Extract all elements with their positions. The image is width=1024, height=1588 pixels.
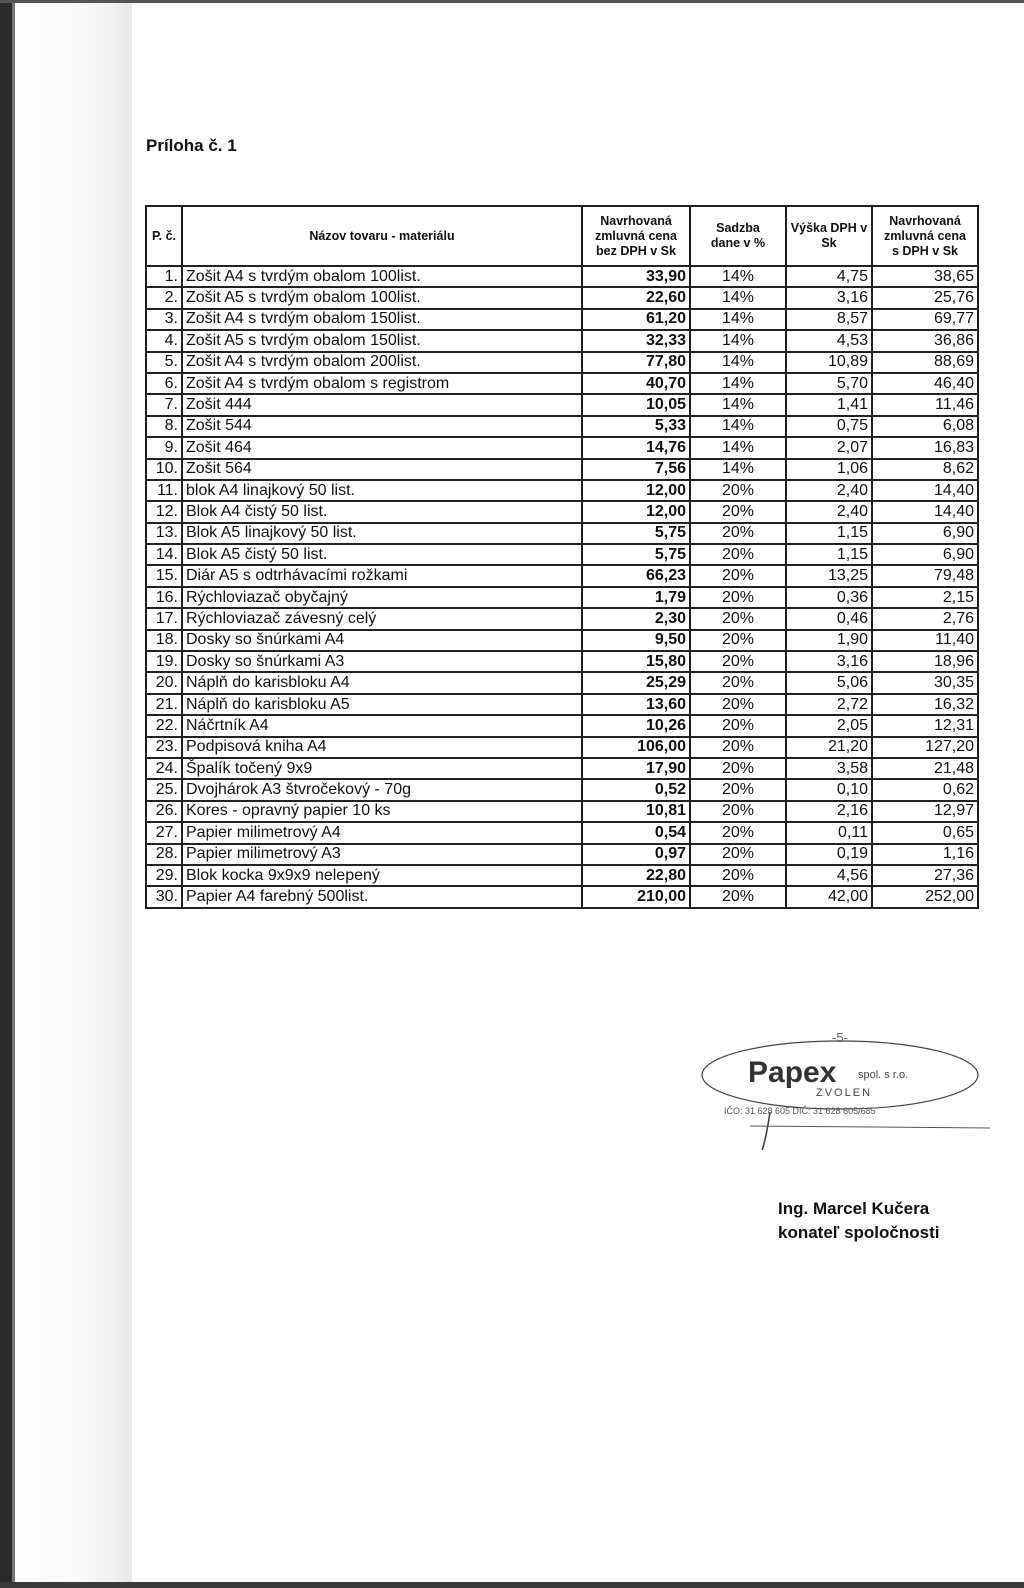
row-vat-rate: 20% (690, 715, 786, 736)
row-number: 16. (146, 587, 182, 608)
row-vat-rate: 20% (690, 630, 786, 651)
stamp-company-suffix: spol. s r.o. (858, 1069, 909, 1081)
row-item-name: Zošit 464 (182, 437, 582, 458)
row-item-name: Špalík točený 9x9 (182, 758, 582, 779)
row-item-name: Blok A5 čistý 50 list. (182, 544, 582, 565)
row-item-name: Náčrtník A4 (182, 715, 582, 736)
row-number: 19. (146, 651, 182, 672)
row-number: 17. (146, 608, 182, 629)
row-number: 27. (146, 822, 182, 843)
row-number: 26. (146, 801, 182, 822)
table-row (146, 630, 978, 651)
row-item-name: Rýchloviazač obyčajný (182, 587, 582, 608)
row-price-without-vat: 14,76 (582, 437, 690, 458)
row-price-without-vat: 77,80 (582, 352, 690, 373)
row-price-without-vat: 13,60 (582, 694, 690, 715)
row-vat-rate: 20% (690, 523, 786, 544)
row-number: 3. (146, 309, 182, 330)
table-row (146, 865, 978, 886)
row-vat-rate: 14% (690, 394, 786, 415)
table-row (146, 544, 978, 565)
row-vat-amount: 0,46 (786, 608, 872, 629)
row-price-without-vat: 33,90 (582, 266, 690, 287)
row-item-name: Dvojhárok A3 štvročekový - 70g (182, 779, 582, 800)
header-vat-line1: Výška DPH v (790, 221, 868, 235)
table-row (146, 844, 978, 865)
row-price-without-vat: 210,00 (582, 886, 690, 907)
table-row (146, 523, 978, 544)
row-item-name: Dosky so šnúrkami A4 (182, 630, 582, 651)
row-price-without-vat: 2,30 (582, 608, 690, 629)
header-number: P. č. (146, 206, 182, 266)
row-vat-amount: 1,06 (786, 459, 872, 480)
row-vat-rate: 20% (690, 544, 786, 565)
row-vat-rate: 20% (690, 608, 786, 629)
row-price-with-vat: 6,08 (872, 416, 978, 437)
row-item-name: Diár A5 s odtrhávacími rožkami (182, 565, 582, 586)
row-vat-rate: 14% (690, 437, 786, 458)
row-number: 28. (146, 844, 182, 865)
row-vat-amount: 1,90 (786, 630, 872, 651)
row-price-without-vat: 22,60 (582, 287, 690, 308)
row-number: 22. (146, 715, 182, 736)
row-vat-amount: 3,58 (786, 758, 872, 779)
row-vat-rate: 20% (690, 779, 786, 800)
row-price-with-vat: 16,83 (872, 437, 978, 458)
row-vat-rate: 20% (690, 886, 786, 907)
row-vat-amount: 2,16 (786, 801, 872, 822)
table-row (146, 287, 978, 308)
row-price-without-vat: 15,80 (582, 651, 690, 672)
row-price-with-vat: 127,20 (872, 737, 978, 758)
table-row (146, 758, 978, 779)
row-item-name: Zošit A4 s tvrdým obalom 100list. (182, 266, 582, 287)
row-vat-rate: 20% (690, 565, 786, 586)
row-item-name: Zošit 444 (182, 394, 582, 415)
row-number: 18. (146, 630, 182, 651)
row-item-name: Zošit 544 (182, 416, 582, 437)
row-item-name: Kores - opravný papier 10 ks (182, 801, 582, 822)
row-number: 14. (146, 544, 182, 565)
header-item-name: Názov tovaru - materiálu (182, 206, 582, 266)
row-vat-rate: 14% (690, 309, 786, 330)
row-vat-rate: 20% (690, 822, 786, 843)
table-row (146, 394, 978, 415)
row-price-without-vat: 66,23 (582, 565, 690, 586)
row-vat-amount: 0,19 (786, 844, 872, 865)
row-price-with-vat: 0,65 (872, 822, 978, 843)
row-item-name: Zošit A4 s tvrdým obalom s registrom (182, 373, 582, 394)
row-price-with-vat: 0,62 (872, 779, 978, 800)
row-number: 10. (146, 459, 182, 480)
row-price-with-vat: 14,40 (872, 480, 978, 501)
row-item-name: Papier A4 farebný 500list. (182, 886, 582, 907)
row-price-without-vat: 7,56 (582, 459, 690, 480)
row-price-with-vat: 6,90 (872, 544, 978, 565)
row-number: 23. (146, 737, 182, 758)
row-price-with-vat: 69,77 (872, 309, 978, 330)
row-vat-amount: 1,15 (786, 523, 872, 544)
row-vat-amount: 2,07 (786, 437, 872, 458)
signer-role: konateľ spoločnosti (778, 1223, 940, 1242)
row-vat-amount: 3,16 (786, 651, 872, 672)
row-price-without-vat: 0,54 (582, 822, 690, 843)
row-item-name: blok A4 linajkový 50 list. (182, 480, 582, 501)
row-price-with-vat: 2,76 (872, 608, 978, 629)
row-number: 8. (146, 416, 182, 437)
row-price-without-vat: 22,80 (582, 865, 690, 886)
row-price-without-vat: 10,81 (582, 801, 690, 822)
company-stamp-and-signature (690, 1030, 990, 1150)
row-vat-rate: 14% (690, 416, 786, 437)
row-price-with-vat: 16,32 (872, 694, 978, 715)
page-title: Príloha č. 1 (146, 136, 237, 155)
row-price-without-vat: 5,33 (582, 416, 690, 437)
row-price-with-vat: 30,35 (872, 672, 978, 693)
row-item-name: Papier milimetrový A4 (182, 822, 582, 843)
row-item-name: Zošit A5 s tvrdým obalom 100list. (182, 287, 582, 308)
row-price-with-vat: 12,97 (872, 801, 978, 822)
row-price-with-vat: 2,15 (872, 587, 978, 608)
row-price-with-vat: 11,40 (872, 630, 978, 651)
header-vat-line2: Sk (821, 236, 837, 250)
row-price-with-vat: 79,48 (872, 565, 978, 586)
scan-edge-shadow (0, 0, 132, 1588)
row-price-with-vat: 11,46 (872, 394, 978, 415)
row-number: 4. (146, 330, 182, 351)
table-row (146, 416, 978, 437)
row-vat-amount: 1,41 (786, 394, 872, 415)
table-row (146, 737, 978, 758)
row-number: 9. (146, 437, 182, 458)
row-number: 29. (146, 865, 182, 886)
row-vat-amount: 4,53 (786, 330, 872, 351)
table-row (146, 587, 978, 608)
row-vat-amount: 0,36 (786, 587, 872, 608)
row-price-with-vat: 46,40 (872, 373, 978, 394)
table-row (146, 352, 978, 373)
row-price-with-vat: 18,96 (872, 651, 978, 672)
row-vat-amount: 21,20 (786, 737, 872, 758)
row-number: 6. (146, 373, 182, 394)
row-vat-rate: 20% (690, 758, 786, 779)
table-row (146, 266, 978, 287)
table-header-row (146, 206, 978, 266)
row-price-with-vat: 8,62 (872, 459, 978, 480)
row-item-name: Blok A5 linajkový 50 list. (182, 523, 582, 544)
stamp-company-name: Papex (748, 1056, 837, 1089)
page-number-mark: -5- (832, 1030, 848, 1045)
row-vat-amount: 8,57 (786, 309, 872, 330)
row-vat-rate: 20% (690, 651, 786, 672)
table-row (146, 437, 978, 458)
row-price-with-vat: 12,31 (872, 715, 978, 736)
row-price-with-vat: 27,36 (872, 865, 978, 886)
row-item-name: Zošit A5 s tvrdým obalom 150list. (182, 330, 582, 351)
row-vat-amount: 10,89 (786, 352, 872, 373)
stamp-city: ZVOLEN (816, 1087, 873, 1099)
row-price-with-vat: 6,90 (872, 523, 978, 544)
header-price-line3: bez DPH v Sk (596, 243, 676, 258)
row-vat-amount: 42,00 (786, 886, 872, 907)
row-item-name: Dosky so šnúrkami A3 (182, 651, 582, 672)
row-price-with-vat: 252,00 (872, 886, 978, 907)
table-row (146, 801, 978, 822)
row-price-without-vat: 9,50 (582, 630, 690, 651)
row-vat-rate: 20% (690, 672, 786, 693)
price-table (145, 205, 979, 909)
row-price-without-vat: 12,00 (582, 501, 690, 522)
scan-bottom-edge (0, 1582, 1024, 1588)
header-rate-line2: dane v % (710, 236, 766, 250)
row-item-name: Rýchloviazač závesný celý (182, 608, 582, 629)
header-price-line2: zmluvná cena (595, 228, 677, 243)
header-vat-rate (690, 206, 786, 266)
row-price-without-vat: 10,26 (582, 715, 690, 736)
row-vat-amount: 2,40 (786, 501, 872, 522)
row-vat-rate: 20% (690, 501, 786, 522)
row-vat-rate: 20% (690, 844, 786, 865)
row-price-without-vat: 12,00 (582, 480, 690, 501)
table-row (146, 715, 978, 736)
row-vat-amount: 0,75 (786, 416, 872, 437)
row-item-name: Blok kocka 9x9x9 nelepený (182, 865, 582, 886)
row-price-with-vat: 36,86 (872, 330, 978, 351)
row-vat-rate: 20% (690, 480, 786, 501)
row-price-without-vat: 106,00 (582, 737, 690, 758)
table-row (146, 886, 978, 907)
row-price-without-vat: 32,33 (582, 330, 690, 351)
row-item-name: Zošit A4 s tvrdým obalom 200list. (182, 352, 582, 373)
table-row (146, 309, 978, 330)
signer-name: Ing. Marcel Kučera (778, 1199, 930, 1218)
row-number: 30. (146, 886, 182, 907)
signature-block (778, 1197, 939, 1245)
row-item-name: Papier milimetrový A3 (182, 844, 582, 865)
row-vat-rate: 20% (690, 694, 786, 715)
row-item-name: Podpisová kniha A4 (182, 737, 582, 758)
row-item-name: Zošit 564 (182, 459, 582, 480)
row-price-without-vat: 40,70 (582, 373, 690, 394)
row-price-with-vat: 38,65 (872, 266, 978, 287)
row-vat-amount: 0,10 (786, 779, 872, 800)
row-price-with-vat: 25,76 (872, 287, 978, 308)
row-vat-amount: 3,16 (786, 287, 872, 308)
row-price-with-vat: 14,40 (872, 501, 978, 522)
scan-top-edge (0, 0, 1024, 3)
row-number: 13. (146, 523, 182, 544)
table-row (146, 480, 978, 501)
header-price-without-vat (582, 206, 690, 266)
row-price-with-vat: 21,48 (872, 758, 978, 779)
row-number: 7. (146, 394, 182, 415)
row-price-without-vat: 5,75 (582, 523, 690, 544)
row-item-name: Zošit A4 s tvrdým obalom 150list. (182, 309, 582, 330)
row-price-with-vat: 1,16 (872, 844, 978, 865)
row-vat-amount: 0,11 (786, 822, 872, 843)
row-vat-amount: 2,72 (786, 694, 872, 715)
row-price-with-vat: 88,69 (872, 352, 978, 373)
table-row (146, 373, 978, 394)
header-price-with-vat (872, 206, 978, 266)
row-number: 24. (146, 758, 182, 779)
table-row (146, 822, 978, 843)
row-item-name: Náplň do karisbloku A5 (182, 694, 582, 715)
scan-binding-edge-inner (12, 0, 15, 1588)
row-vat-amount: 4,56 (786, 865, 872, 886)
row-vat-amount: 4,75 (786, 266, 872, 287)
row-vat-rate: 14% (690, 373, 786, 394)
row-vat-rate: 14% (690, 459, 786, 480)
row-vat-rate: 14% (690, 330, 786, 351)
row-vat-rate: 14% (690, 266, 786, 287)
row-vat-amount: 5,70 (786, 373, 872, 394)
table-row (146, 330, 978, 351)
row-vat-amount: 1,15 (786, 544, 872, 565)
row-vat-rate: 20% (690, 737, 786, 758)
header-total-line2: zmluvná cena (884, 228, 966, 243)
row-price-without-vat: 0,52 (582, 779, 690, 800)
row-number: 2. (146, 287, 182, 308)
row-number: 5. (146, 352, 182, 373)
row-vat-amount: 5,06 (786, 672, 872, 693)
table-row (146, 694, 978, 715)
table-row (146, 608, 978, 629)
header-vat-amount (786, 206, 872, 266)
table-row (146, 672, 978, 693)
row-vat-rate: 14% (690, 352, 786, 373)
row-price-without-vat: 10,05 (582, 394, 690, 415)
table-row (146, 501, 978, 522)
row-vat-amount: 13,25 (786, 565, 872, 586)
row-number: 21. (146, 694, 182, 715)
row-price-without-vat: 25,29 (582, 672, 690, 693)
row-vat-amount: 2,40 (786, 480, 872, 501)
stamp-ids: IČO: 31 628 605 DIČ: 31 628 605/685 (724, 1106, 876, 1116)
table-row (146, 779, 978, 800)
row-vat-rate: 20% (690, 865, 786, 886)
row-price-without-vat: 1,79 (582, 587, 690, 608)
row-price-without-vat: 0,97 (582, 844, 690, 865)
table-row (146, 459, 978, 480)
row-number: 15. (146, 565, 182, 586)
row-vat-rate: 20% (690, 801, 786, 822)
row-number: 11. (146, 480, 182, 501)
header-total-line1: Navrhovaná (889, 213, 961, 228)
table-row (146, 565, 978, 586)
row-number: 1. (146, 266, 182, 287)
row-item-name: Náplň do karisbloku A4 (182, 672, 582, 693)
row-vat-rate: 20% (690, 587, 786, 608)
table-row (146, 651, 978, 672)
row-number: 25. (146, 779, 182, 800)
row-price-without-vat: 5,75 (582, 544, 690, 565)
header-rate-line1: Sadzba (716, 221, 760, 235)
header-total-line3: s DPH v Sk (891, 243, 958, 258)
header-price-line1: Navrhovaná (600, 213, 672, 228)
row-price-without-vat: 61,20 (582, 309, 690, 330)
scan-binding-edge (0, 0, 12, 1588)
row-vat-amount: 2,05 (786, 715, 872, 736)
row-item-name: Blok A4 čistý 50 list. (182, 501, 582, 522)
row-number: 20. (146, 672, 182, 693)
row-price-without-vat: 17,90 (582, 758, 690, 779)
row-vat-rate: 14% (690, 287, 786, 308)
row-number: 12. (146, 501, 182, 522)
